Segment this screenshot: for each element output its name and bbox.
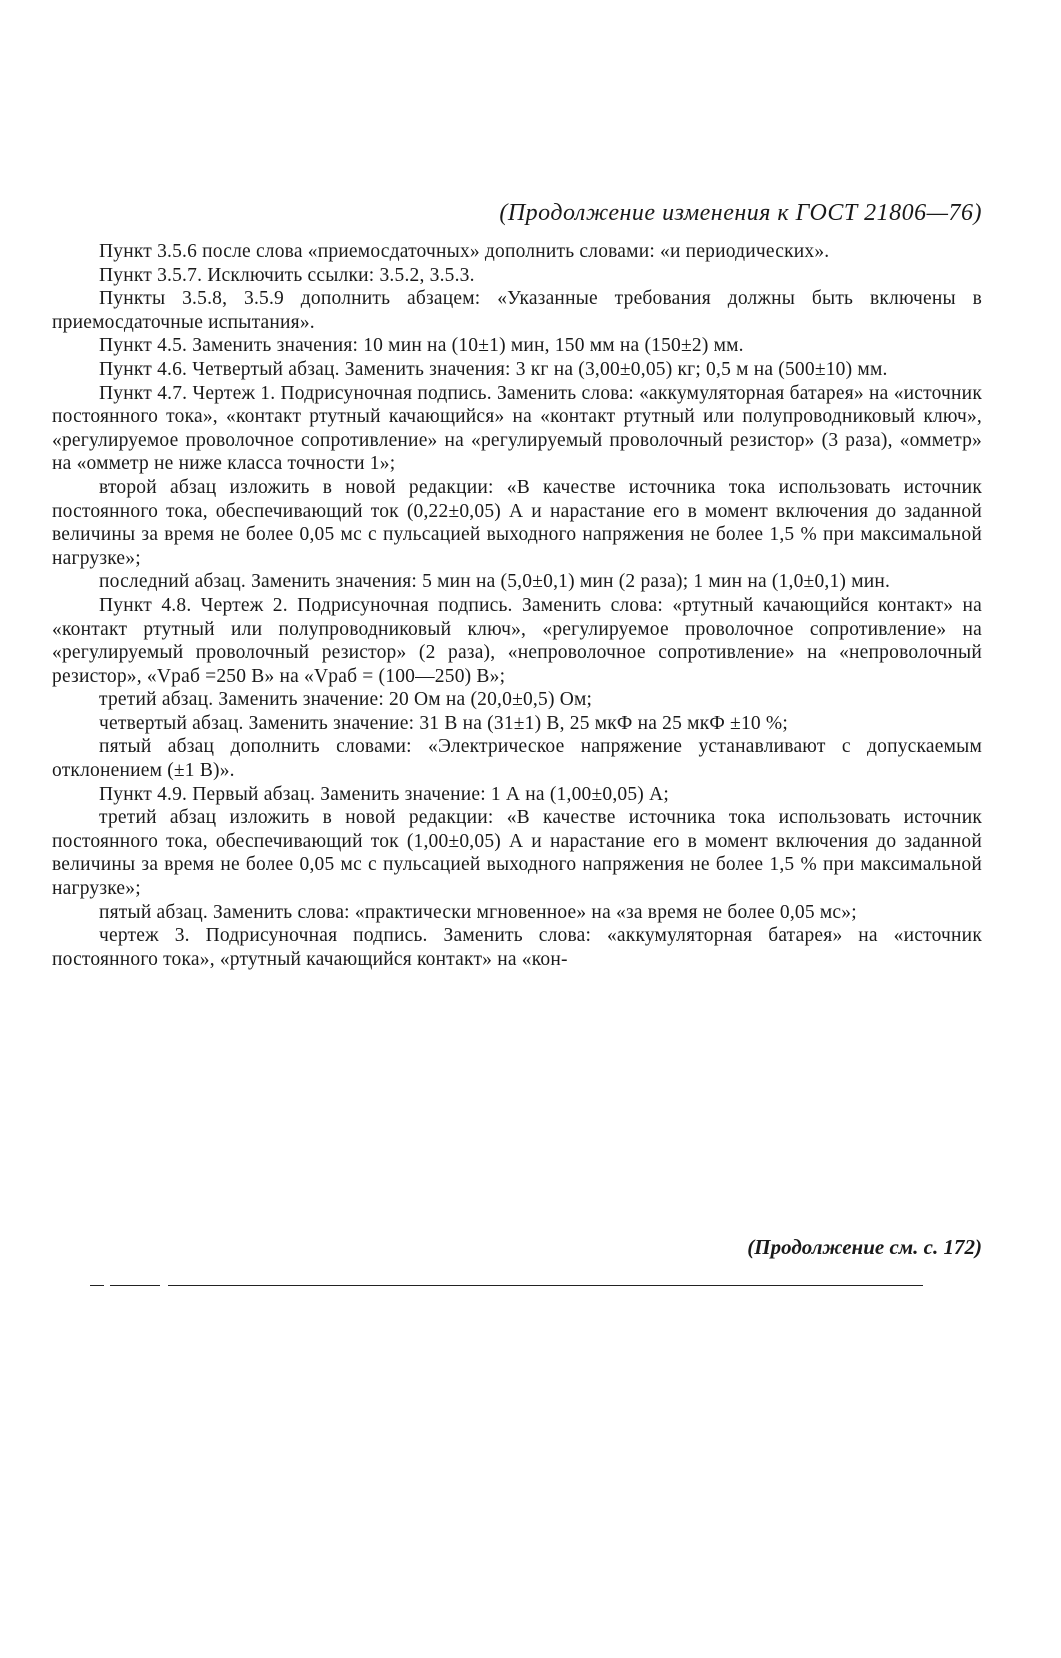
paragraph: Пункты 3.5.8, 3.5.9 дополнить абзацем: «Указанные требования должны быть включены в приемосдаточные испытания». [52,288,982,333]
amendment-text [52,240,982,971]
paragraph: чертеж 3. Подрисуночная подпись. Заменить слова: «аккумуляторная батарея» на «источник постоянного тока», «ртутный качающийся контакт» на «кон- [52,925,982,970]
continuation-footer: (Продолжение см. с. 172) [747,1235,982,1259]
paragraph: Пункт 3.5.7. Исключить ссылки: 3.5.2, 3.5.3. [99,264,475,286]
paragraph: Пункт 3.5.6 после слова «приемосдаточных» дополнить словами: «и периодических». [99,241,830,262]
footer-rule [168,1285,923,1286]
paragraph: пятый абзац дополнить словами: «Электрическое напряжение устанавливают с допускаемым отклонением (±1 В)». [52,736,982,782]
paragraph: четвертый абзац. Заменить значение: 31 В на (31±1) В, 25 мкФ на 25 мкФ ±10 %; [99,712,788,734]
paragraph: Пункт 4.6. Четвертый абзац. Заменить значения: 3 кг на (3,00±0,05) кг; 0,5 м на (500±10) мм. [99,358,888,380]
footer-rule-dash [110,1285,160,1286]
paragraph: последний абзац. Заменить значения: 5 мин на (5,0±0,1) мин (2 раза); 1 мин на (1,0±0,1) мин. [99,571,891,593]
paragraph: Пункт 4.5. Заменить значения: 10 мин на (10±1) мин, 150 мм на (150±2) мм. [99,335,744,357]
footer-rule-dash [90,1285,104,1286]
paragraph: Пункт 4.8. Чертеж 2. Подрисуночная подпись. Заменить слова: «ртутный качающийся контакт» на «контакт ртутный или полупроводниковый ключ», «регулируемое проволочное сопротивление» на «регулируемый проволочный резистор» (2 раза), «непроволочное сопротивление» на «непроволочный резистор», «Vраб =250 В» на «Vраб = (100—250) В»; [52,594,982,687]
paragraph: третий абзац. Заменить значение: 20 Ом на (20,0±0,5) Ом; [99,689,593,711]
paragraph: пятый абзац. Заменить слова: «практически мгновенное» на «за время не более 0,05 мс»; [99,901,857,923]
paragraph: Пункт 4.7. Чертеж 1. Подрисуночная подпись. Заменить слова: «аккумуляторная батарея» на «источник постоянного тока», «контакт ртутный качающийся» на «контакт ртутный или полупроводниковый ключ», «регулируемое проволочное сопротивление» на «регулируемый проволочный резистор» (3 раза), «омметр» на «омметр не ниже класса точности 1»; [52,382,982,475]
paragraph: третий абзац изложить в новой редакции: «В качестве источника тока использовать источник постоянного тока, обеспечивающий ток (1,00±0,05) А и нарастание его в момент включения до заданной величины за время не более 0,05 мс с пульсацией выходного напряжения не более 1,5 % при максимальной нагрузке»; [52,807,982,900]
paragraph: Пункт 4.9. Первый абзац. Заменить значение: 1 А на (1,00±0,05) А; [99,783,669,805]
continuation-header: (Продолжение изменения к ГОСТ 21806—76) [499,200,982,226]
paragraph: второй абзац изложить в новой редакции: «В качестве источника тока использовать источник постоянного тока, обеспечивающий ток (0,22±0,05) А и нарастание его в момент включения до заданной величины за время не более 0,05 мс с пульсацией выходного напряжения не более 1,5 % при максимальной нагрузке»; [52,476,982,569]
